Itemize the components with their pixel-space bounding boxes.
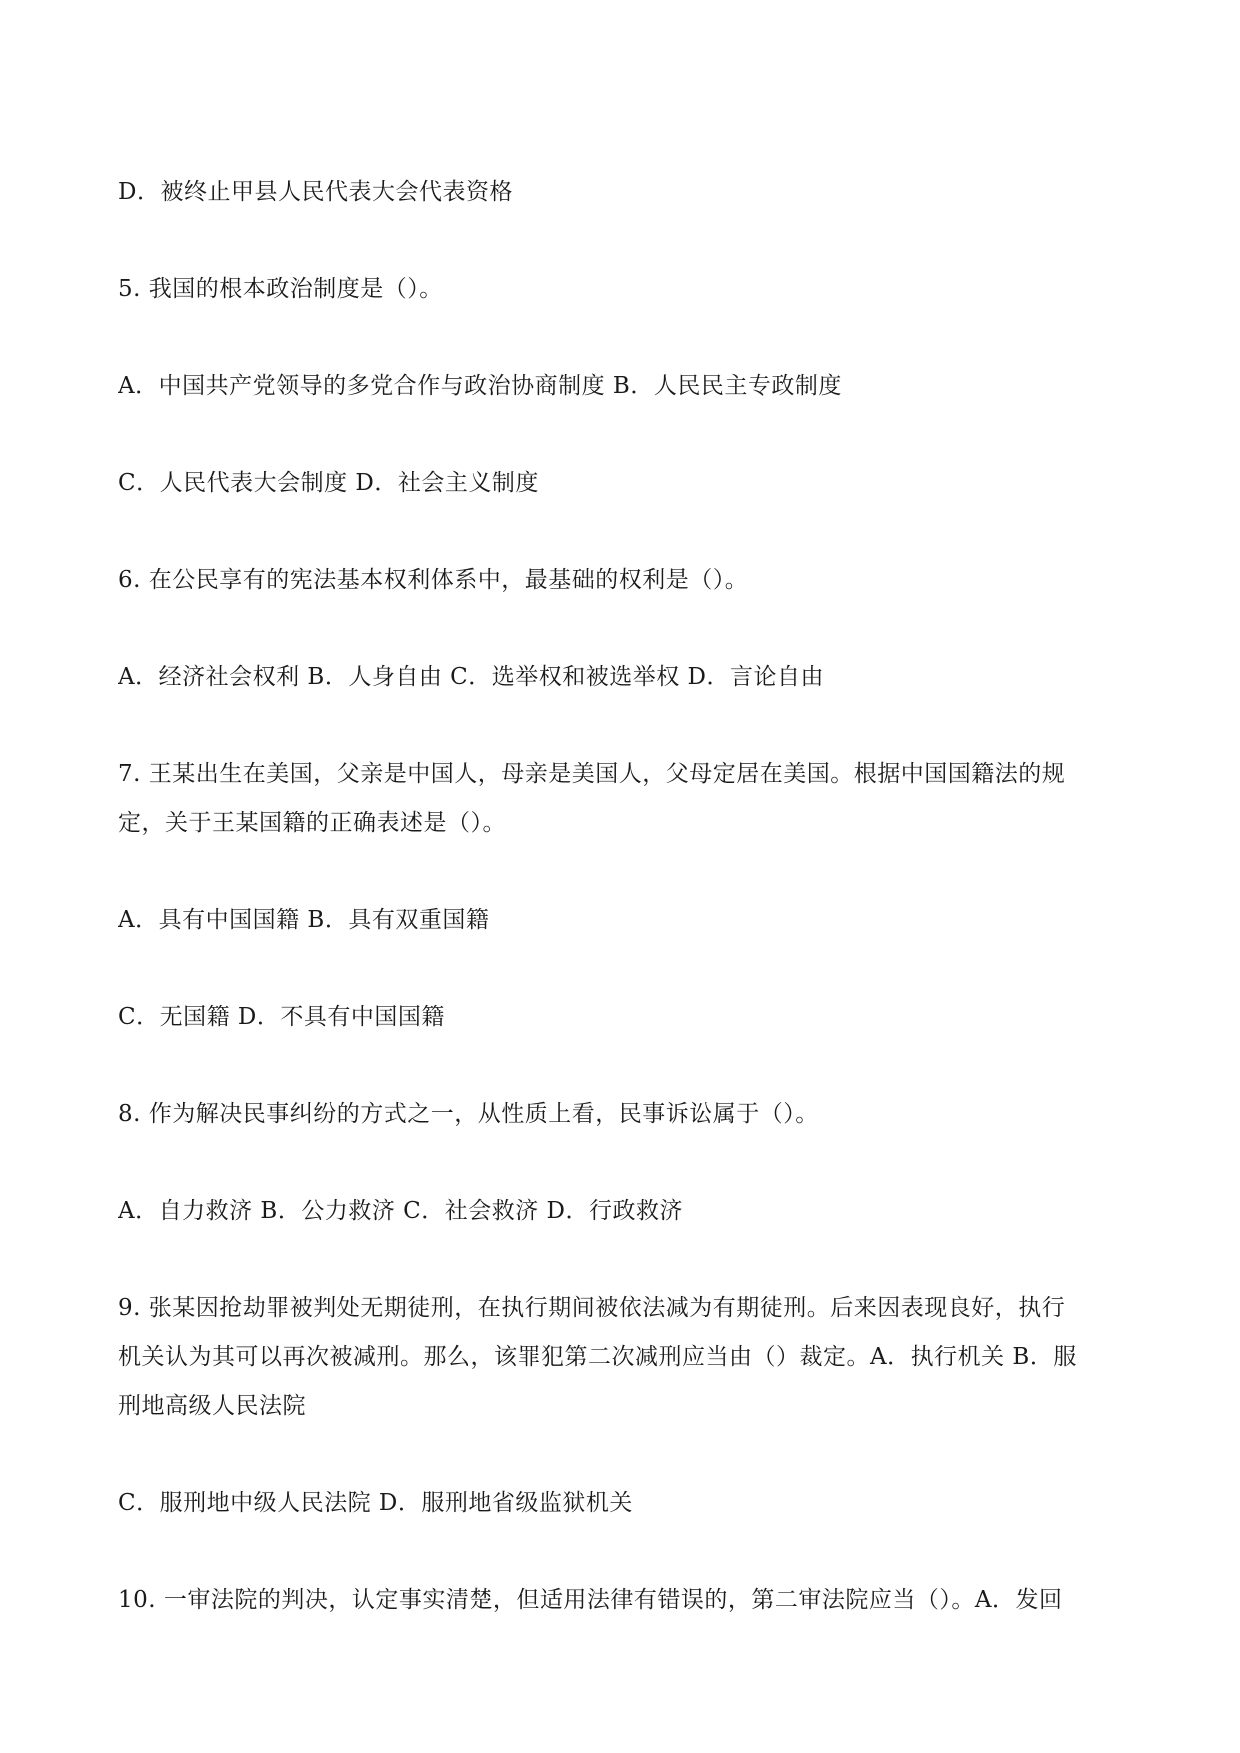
option-line-q5-cd: C．人民代表大会制度 D．社会主义制度 bbox=[118, 470, 539, 496]
question-7-line-2: 定，关于王某国籍的正确表述是（）。 bbox=[118, 810, 506, 836]
question-9-line-3: 刑地高级人民法院 bbox=[118, 1393, 306, 1419]
question-5: 5. 我国的根本政治制度是（）。 bbox=[118, 276, 443, 302]
option-line-q5-ab: A．中国共产党领导的多党合作与政治协商制度 B．人民民主专政制度 bbox=[118, 373, 842, 399]
option-line-q4-d: D．被终止甲县人民代表大会代表资格 bbox=[118, 179, 513, 205]
question-9-line-1: 9. 张某因抢劫罪被判处无期徒刑，在执行期间被依法减为有期徒刑。后来因表现良好，执行 bbox=[118, 1295, 1066, 1321]
option-line-q7-ab: A．具有中国国籍 B．具有双重国籍 bbox=[118, 907, 490, 933]
question-10-line-1: 10. 一审法院的判决，认定事实清楚，但适用法律有错误的，第二审法院应当（）。A．发回 bbox=[118, 1587, 1063, 1613]
question-7-line-1: 7. 王某出生在美国，父亲是中国人，母亲是美国人，父母定居在美国。根据中国国籍法的规 bbox=[118, 761, 1066, 787]
option-line-q7-cd: C．无国籍 D．不具有中国国籍 bbox=[118, 1004, 445, 1030]
question-6: 6. 在公民享有的宪法基本权利体系中，最基础的权利是（）。 bbox=[118, 567, 749, 593]
question-9-line-2: 机关认为其可以再次被减刑。那么，该罪犯第二次减刑应当由（）裁定。A．执行机关 B．服 bbox=[118, 1344, 1077, 1370]
option-line-q6: A．经济社会权利 B．人身自由 C．选举权和被选举权 D．言论自由 bbox=[118, 664, 824, 690]
question-8: 8. 作为解决民事纠纷的方式之一，从性质上看，民事诉讼属于（）。 bbox=[118, 1101, 819, 1127]
option-line-q8: A．自力救济 B．公力救济 C．社会救济 D．行政救济 bbox=[118, 1198, 683, 1224]
option-line-q9-cd: C．服刑地中级人民法院 D．服刑地省级监狱机关 bbox=[118, 1490, 633, 1516]
